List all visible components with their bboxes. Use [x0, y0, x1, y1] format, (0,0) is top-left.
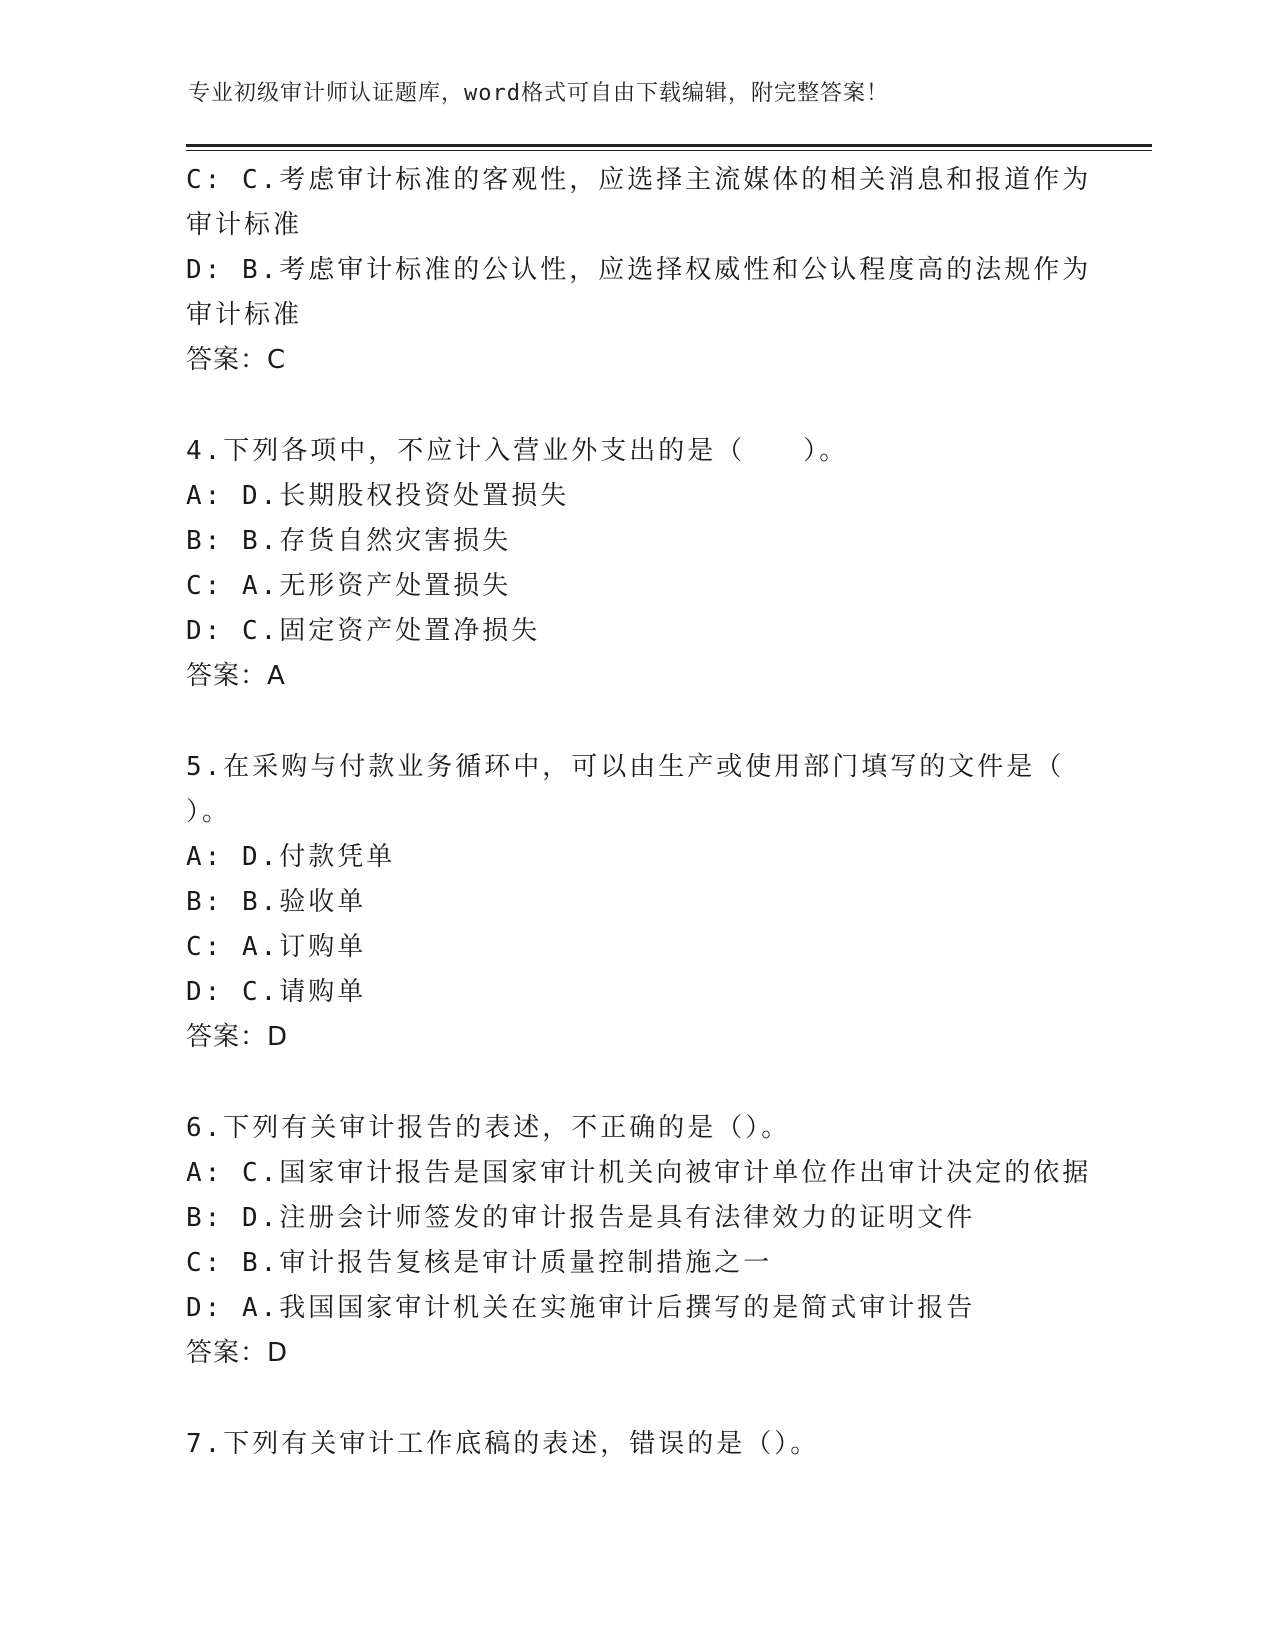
header-rule-thin [186, 150, 1152, 151]
q4-option-d: D: C.固定资产处置净损失 [186, 616, 541, 646]
q3-option-d-line1: D: B.考虑审计标准的公认性，应选择权威性和公认程度高的法规作为 [186, 255, 1092, 285]
spacer [186, 1060, 1086, 1106]
q3-option-c-line2: 审计标准 [186, 210, 303, 240]
q5-stem-line2: ）。 [186, 797, 232, 827]
q4-option-a: A: D.长期股权投资处置损失 [186, 481, 570, 511]
spacer [186, 383, 1086, 429]
q6-answer: 答案：D [186, 1338, 289, 1368]
q4-option-c: C: A.无形资产处置损失 [186, 571, 512, 601]
q5-stem-line1: 5.在采购与付款业务循环中，可以由生产或使用部门填写的文件是（ [186, 752, 1065, 782]
q5-option-a: A: D.付款凭单 [186, 842, 396, 872]
q4-stem: 4.下列各项中，不应计入营业外支出的是（ ）。 [186, 436, 849, 466]
q5-option-b: B: B.验收单 [186, 887, 367, 917]
header-rule-thick [186, 144, 1152, 147]
q3-option-c-line1: C: C.考虑审计标准的客观性，应选择主流媒体的相关消息和报道作为 [186, 165, 1092, 195]
q3-option-d-line2: 审计标准 [186, 300, 303, 330]
q6-option-d: D: A.我国国家审计机关在实施审计后撰写的是简式审计报告 [186, 1293, 976, 1323]
q5-answer: 答案：D [186, 1022, 289, 1052]
q7-stem: 7.下列有关审计工作底稿的表述，错误的是（）。 [186, 1429, 820, 1459]
question-content [186, 158, 1092, 1467]
q4-answer: 答案：A [186, 661, 286, 691]
spacer [186, 1376, 1086, 1422]
q6-option-b: B: D.注册会计师签发的审计报告是具有法律效力的证明文件 [186, 1203, 976, 1233]
page-header: 专业初级审计师认证题库，word格式可自由下载编辑，附完整答案！ [188, 81, 889, 106]
q4-option-b: B: B.存货自然灾害损失 [186, 526, 512, 556]
q5-option-d: D: C.请购单 [186, 977, 367, 1007]
spacer [186, 699, 1086, 745]
q6-stem: 6.下列有关审计报告的表述，不正确的是（）。 [186, 1113, 791, 1143]
q3-answer: 答案：C [186, 345, 287, 375]
q5-option-c: C: A.订购单 [186, 932, 367, 962]
q6-option-c: C: B.审计报告复核是审计质量控制措施之一 [186, 1248, 773, 1278]
q6-option-a: A: C.国家审计报告是国家审计机关向被审计单位作出审计决定的依据 [186, 1158, 1092, 1188]
